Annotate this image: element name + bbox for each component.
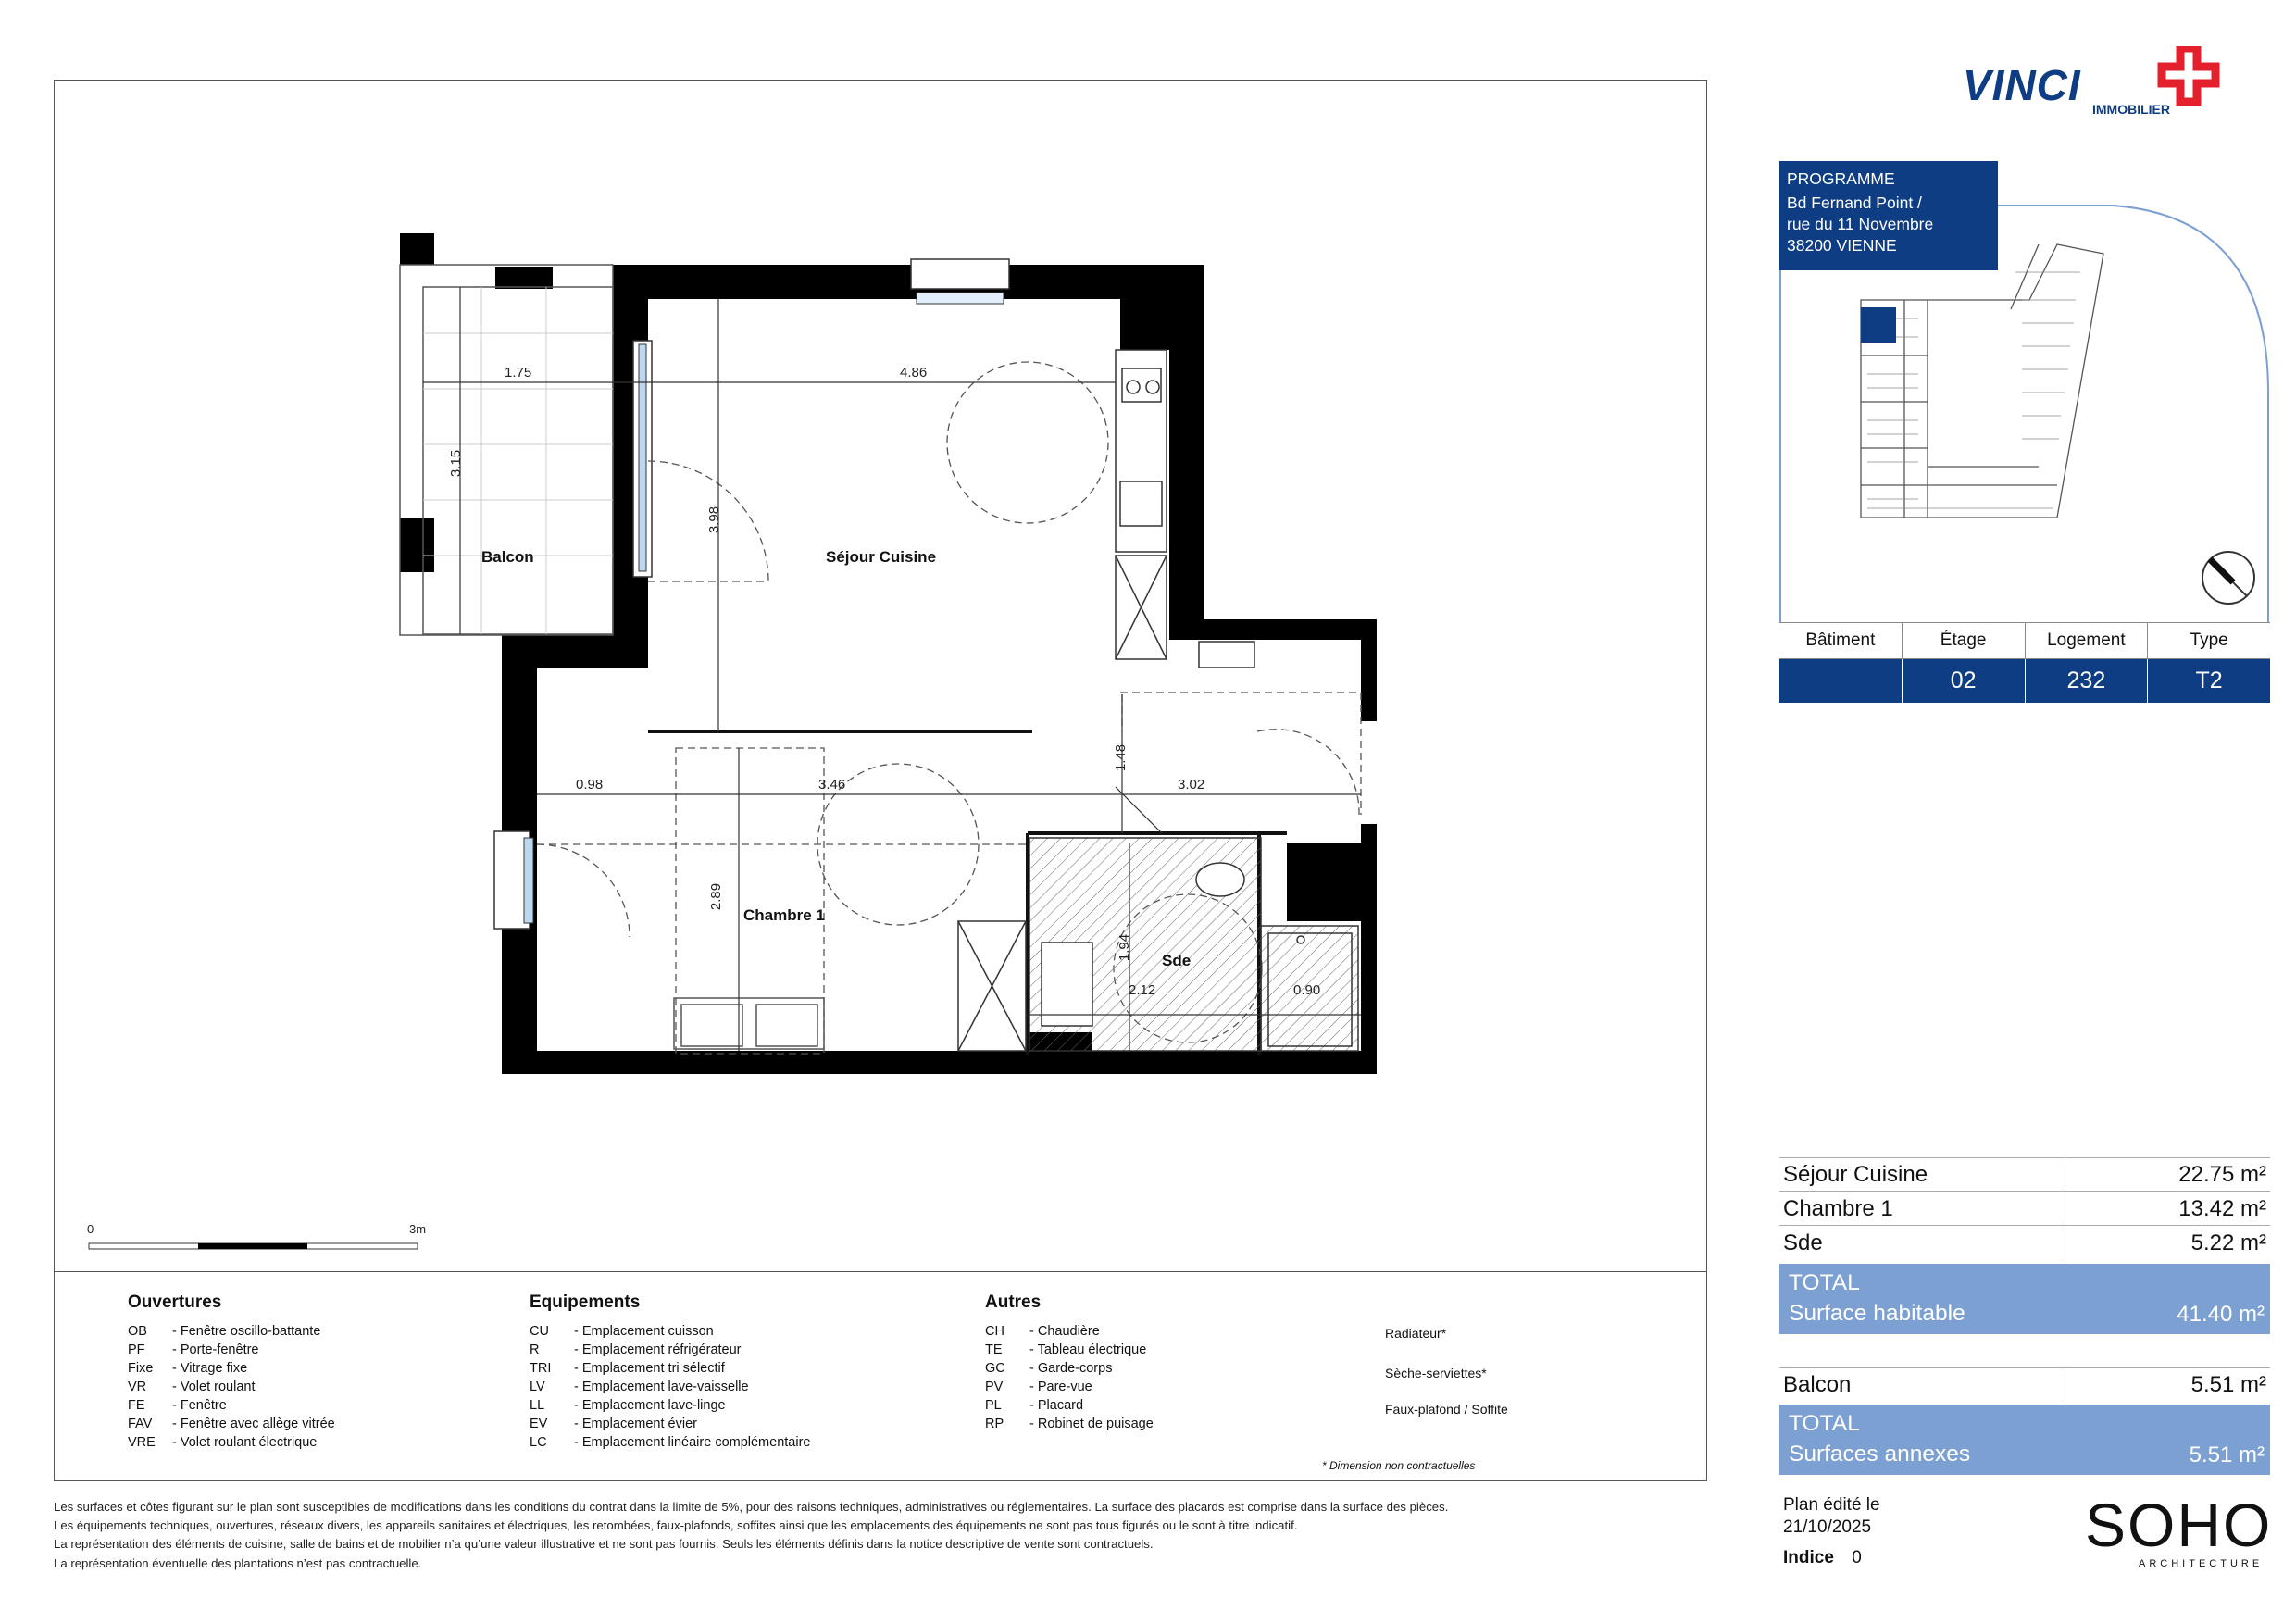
legend-desc: - Emplacement lave-vaisselle — [574, 1380, 749, 1394]
disclaimer — [54, 1498, 1702, 1573]
value-logement: 232 — [2026, 659, 2149, 703]
programme-address-line: Bd Fernand Point / — [1787, 194, 1922, 212]
legend-item — [985, 1415, 1154, 1433]
edition-date: 21/10/2025 — [1783, 1517, 1872, 1537]
svg-text:SOHO: SOHO — [2085, 1492, 2273, 1559]
room-label-sejour: Séjour Cuisine — [826, 548, 937, 566]
legend-item — [530, 1396, 810, 1415]
value-batiment — [1779, 659, 1903, 703]
room-label-sde: Sde — [1162, 952, 1192, 969]
surface-row — [1779, 1227, 2270, 1260]
legend-item — [985, 1341, 1154, 1359]
surface-room-name: Séjour Cuisine — [1783, 1161, 1928, 1187]
legend-item — [128, 1396, 335, 1415]
legend-desc: - Fenêtre oscillo-battante — [172, 1324, 321, 1339]
header-batiment: Bâtiment — [1779, 623, 1903, 658]
scale-start-label: 0 — [87, 1222, 94, 1236]
svg-text:IMMOBILIER: IMMOBILIER — [2092, 102, 2170, 117]
edition-label: Plan édité le — [1783, 1495, 1880, 1515]
programme-address-line: 38200 VIENNE — [1787, 236, 1897, 255]
dimension-label: 3.98 — [706, 506, 723, 534]
legend-key: LC — [530, 1435, 547, 1450]
windows — [494, 259, 1009, 929]
legend-key: LV — [530, 1380, 545, 1394]
legend-item — [985, 1396, 1154, 1415]
info-table-header — [1779, 622, 2270, 659]
programme-title: PROGRAMME — [1787, 169, 1895, 188]
disclaimer-line: La représentation éventuelle des plantations n’est pas contractuelle. — [54, 1555, 422, 1570]
annexe-row — [1779, 1368, 2270, 1402]
legend-item — [530, 1341, 810, 1359]
total-annexes-box — [1779, 1405, 2270, 1475]
legend-key: PF — [128, 1342, 145, 1357]
legend-note: * Dimension non contractuelles — [1322, 1459, 1476, 1472]
svg-text:ARCHITECTURE: ARCHITECTURE — [2139, 1558, 2264, 1569]
scale-end-label: 3m — [409, 1222, 427, 1236]
legend-key: GC — [985, 1361, 1005, 1376]
legend-desc: - Tableau électrique — [1029, 1342, 1147, 1357]
dimension-label: 1.48 — [1113, 743, 1129, 772]
value-etage: 02 — [1903, 659, 2026, 703]
legend-item — [985, 1322, 1154, 1341]
legend-key: R — [530, 1342, 540, 1357]
annexe-value: 5.51 m² — [2190, 1372, 2266, 1397]
header-type: Type — [2190, 630, 2228, 650]
room-label-balcon: Balcon — [481, 548, 534, 566]
legend-key: PV — [985, 1380, 1004, 1394]
programme-box — [1779, 161, 1998, 270]
legend-desc: - Fenêtre — [172, 1398, 227, 1413]
annexe-name: Balcon — [1783, 1372, 1852, 1397]
total-sublabel: Surface habitable — [1789, 1301, 1965, 1326]
header-logement: Logement — [2026, 623, 2149, 658]
legend-key: VRE — [128, 1435, 156, 1450]
dimension-label: 3.46 — [818, 777, 846, 793]
value-type: T2 — [2195, 668, 2223, 693]
legend-key: LL — [530, 1398, 545, 1413]
dimension-label: 4.86 — [900, 365, 928, 381]
legend-desc: - Emplacement linéaire complémentaire — [574, 1435, 811, 1450]
surface-row — [1779, 1192, 2270, 1226]
edition-info — [1783, 1494, 1880, 1539]
legend-item — [530, 1322, 810, 1341]
room-label-chambre: Chambre 1 — [743, 906, 825, 924]
legend-item — [128, 1415, 335, 1433]
highlighted-unit — [1861, 307, 1896, 343]
legend-title: Ouvertures — [128, 1292, 222, 1312]
legend-item — [128, 1433, 335, 1452]
disclaimer-line: Les surfaces et côtes figurant sur le plan sont susceptibles de modifications dans les conditions du contrat dans la limite de 5%, pour des raisons techniques, administratives ou réglementaires. La surface des placards est comprise dans la surface des pièces. — [54, 1500, 1449, 1514]
header-etage: Étage — [1903, 623, 2026, 658]
legend-equipements — [530, 1292, 810, 1452]
surface-row — [1779, 1158, 2270, 1192]
dimension-label: 1.94 — [1117, 933, 1133, 962]
legend-item — [128, 1359, 335, 1378]
legend-key: CH — [985, 1324, 1004, 1339]
surface-room-value: 5.22 m² — [2190, 1230, 2266, 1255]
legend-item — [530, 1359, 810, 1378]
total-sublabel: Surfaces annexes — [1789, 1442, 1971, 1467]
legend-desc: - Emplacement lave-linge — [574, 1398, 726, 1413]
legend-faux-plafond-label: Faux-plafond / Soffite — [1385, 1402, 1508, 1417]
indice-value: 0 — [1852, 1548, 1862, 1567]
legend-item — [530, 1433, 810, 1452]
legend-key: TE — [985, 1342, 1003, 1357]
legend-key: FAV — [128, 1417, 153, 1431]
legend-radiateur-label: Radiateur* — [1385, 1326, 1447, 1341]
legend-key: TRI — [530, 1361, 552, 1376]
legend-item — [128, 1378, 335, 1396]
total-habitable-box — [1779, 1264, 2270, 1334]
legend-item — [530, 1415, 810, 1433]
legend-item — [128, 1341, 335, 1359]
programme-address-line: rue du 11 Novembre — [1787, 215, 1934, 233]
legend-desc: - Garde-corps — [1029, 1361, 1113, 1376]
legend-key: CU — [530, 1324, 549, 1339]
disclaimer-line: Les équipements techniques, ouvertures, réseaux divers, les appareils sanitaires et électriques, les retombées, faux-plafonds, soffites ainsi que les emplacements des équipements ne sont pas tous figurés ou le sont à titre indicatif. — [54, 1518, 1298, 1533]
legend-desc: - Volet roulant — [172, 1380, 256, 1394]
legend-key: OB — [128, 1324, 147, 1339]
legend-desc: - Emplacement cuisson — [574, 1324, 714, 1339]
svg-text:VINCI: VINCI — [1963, 61, 2081, 109]
total-value: 5.51 m² — [2189, 1442, 2265, 1467]
total-value: 41.40 m² — [2177, 1302, 2265, 1327]
legend-key: RP — [985, 1417, 1004, 1431]
bed — [674, 998, 824, 1049]
legend-item — [530, 1378, 810, 1396]
legend-desc: - Pare-vue — [1029, 1380, 1092, 1394]
indice — [1783, 1548, 1862, 1568]
legend-item — [128, 1322, 335, 1341]
disclaimer-line: La représentation des éléments de cuisine, salle de bains et de mobilier n’a qu’une valeur illustrative et ne sont pas fournis. Seuls les éléments définis dans la notice descriptive de vente sont contractuels. — [54, 1537, 1154, 1552]
legend-desc: - Emplacement réfrigérateur — [574, 1342, 742, 1357]
legend-desc: - Volet roulant électrique — [172, 1435, 318, 1450]
total-label: TOTAL — [1789, 1411, 1860, 1436]
indice-label: Indice — [1783, 1548, 1834, 1567]
soho-architecture-logo — [2083, 1492, 2277, 1572]
surface-room-name: Sde — [1783, 1230, 1823, 1255]
legend-desc: - Chaudière — [1029, 1324, 1100, 1339]
legend-desc: - Emplacement évier — [574, 1417, 697, 1431]
legend-title: Autres — [985, 1292, 1042, 1312]
legend-title: Equipements — [530, 1292, 641, 1312]
dimension-label: 3.02 — [1178, 777, 1205, 793]
legend-seche-label: Sèche-serviettes* — [1385, 1366, 1487, 1380]
dimension-label: 3.15 — [448, 449, 465, 478]
dimension-label: 2.12 — [1129, 982, 1156, 998]
legend-desc: - Robinet de puisage — [1029, 1417, 1154, 1431]
dimension-label: 0.90 — [1293, 982, 1321, 998]
legend-key: PL — [985, 1398, 1002, 1413]
legend-desc: - Emplacement tri sélectif — [574, 1361, 725, 1376]
surface-room-value: 13.42 m² — [2178, 1195, 2266, 1221]
dimension-label: 1.75 — [505, 365, 532, 381]
legend-key: FE — [128, 1398, 145, 1413]
dimension-label: 0.98 — [576, 777, 604, 793]
legend-ouvertures — [128, 1292, 335, 1452]
legend-desc: - Fenêtre avec allège vitrée — [172, 1417, 335, 1431]
vinci-immobilier-logo — [1963, 46, 2240, 130]
legend-key: VR — [128, 1380, 147, 1394]
legend-desc: - Placard — [1029, 1398, 1084, 1413]
info-table-values — [1779, 659, 2270, 703]
total-label: TOTAL — [1789, 1270, 1860, 1295]
scale-bar — [89, 1243, 418, 1249]
legend-desc: - Vitrage fixe — [172, 1361, 248, 1376]
surface-room-name: Chambre 1 — [1783, 1195, 1893, 1221]
legend-desc: - Porte-fenêtre — [172, 1342, 259, 1357]
legend-key: EV — [530, 1417, 548, 1431]
legend-item — [985, 1378, 1154, 1396]
north-compass-icon-small — [2202, 552, 2254, 604]
surface-room-value: 22.75 m² — [2178, 1161, 2266, 1187]
dimension-label: 2.89 — [708, 882, 725, 911]
legend-item — [985, 1359, 1154, 1378]
balcony-outline — [400, 265, 613, 635]
legend-autres — [985, 1292, 1154, 1433]
legend-key: Fixe — [128, 1361, 154, 1376]
